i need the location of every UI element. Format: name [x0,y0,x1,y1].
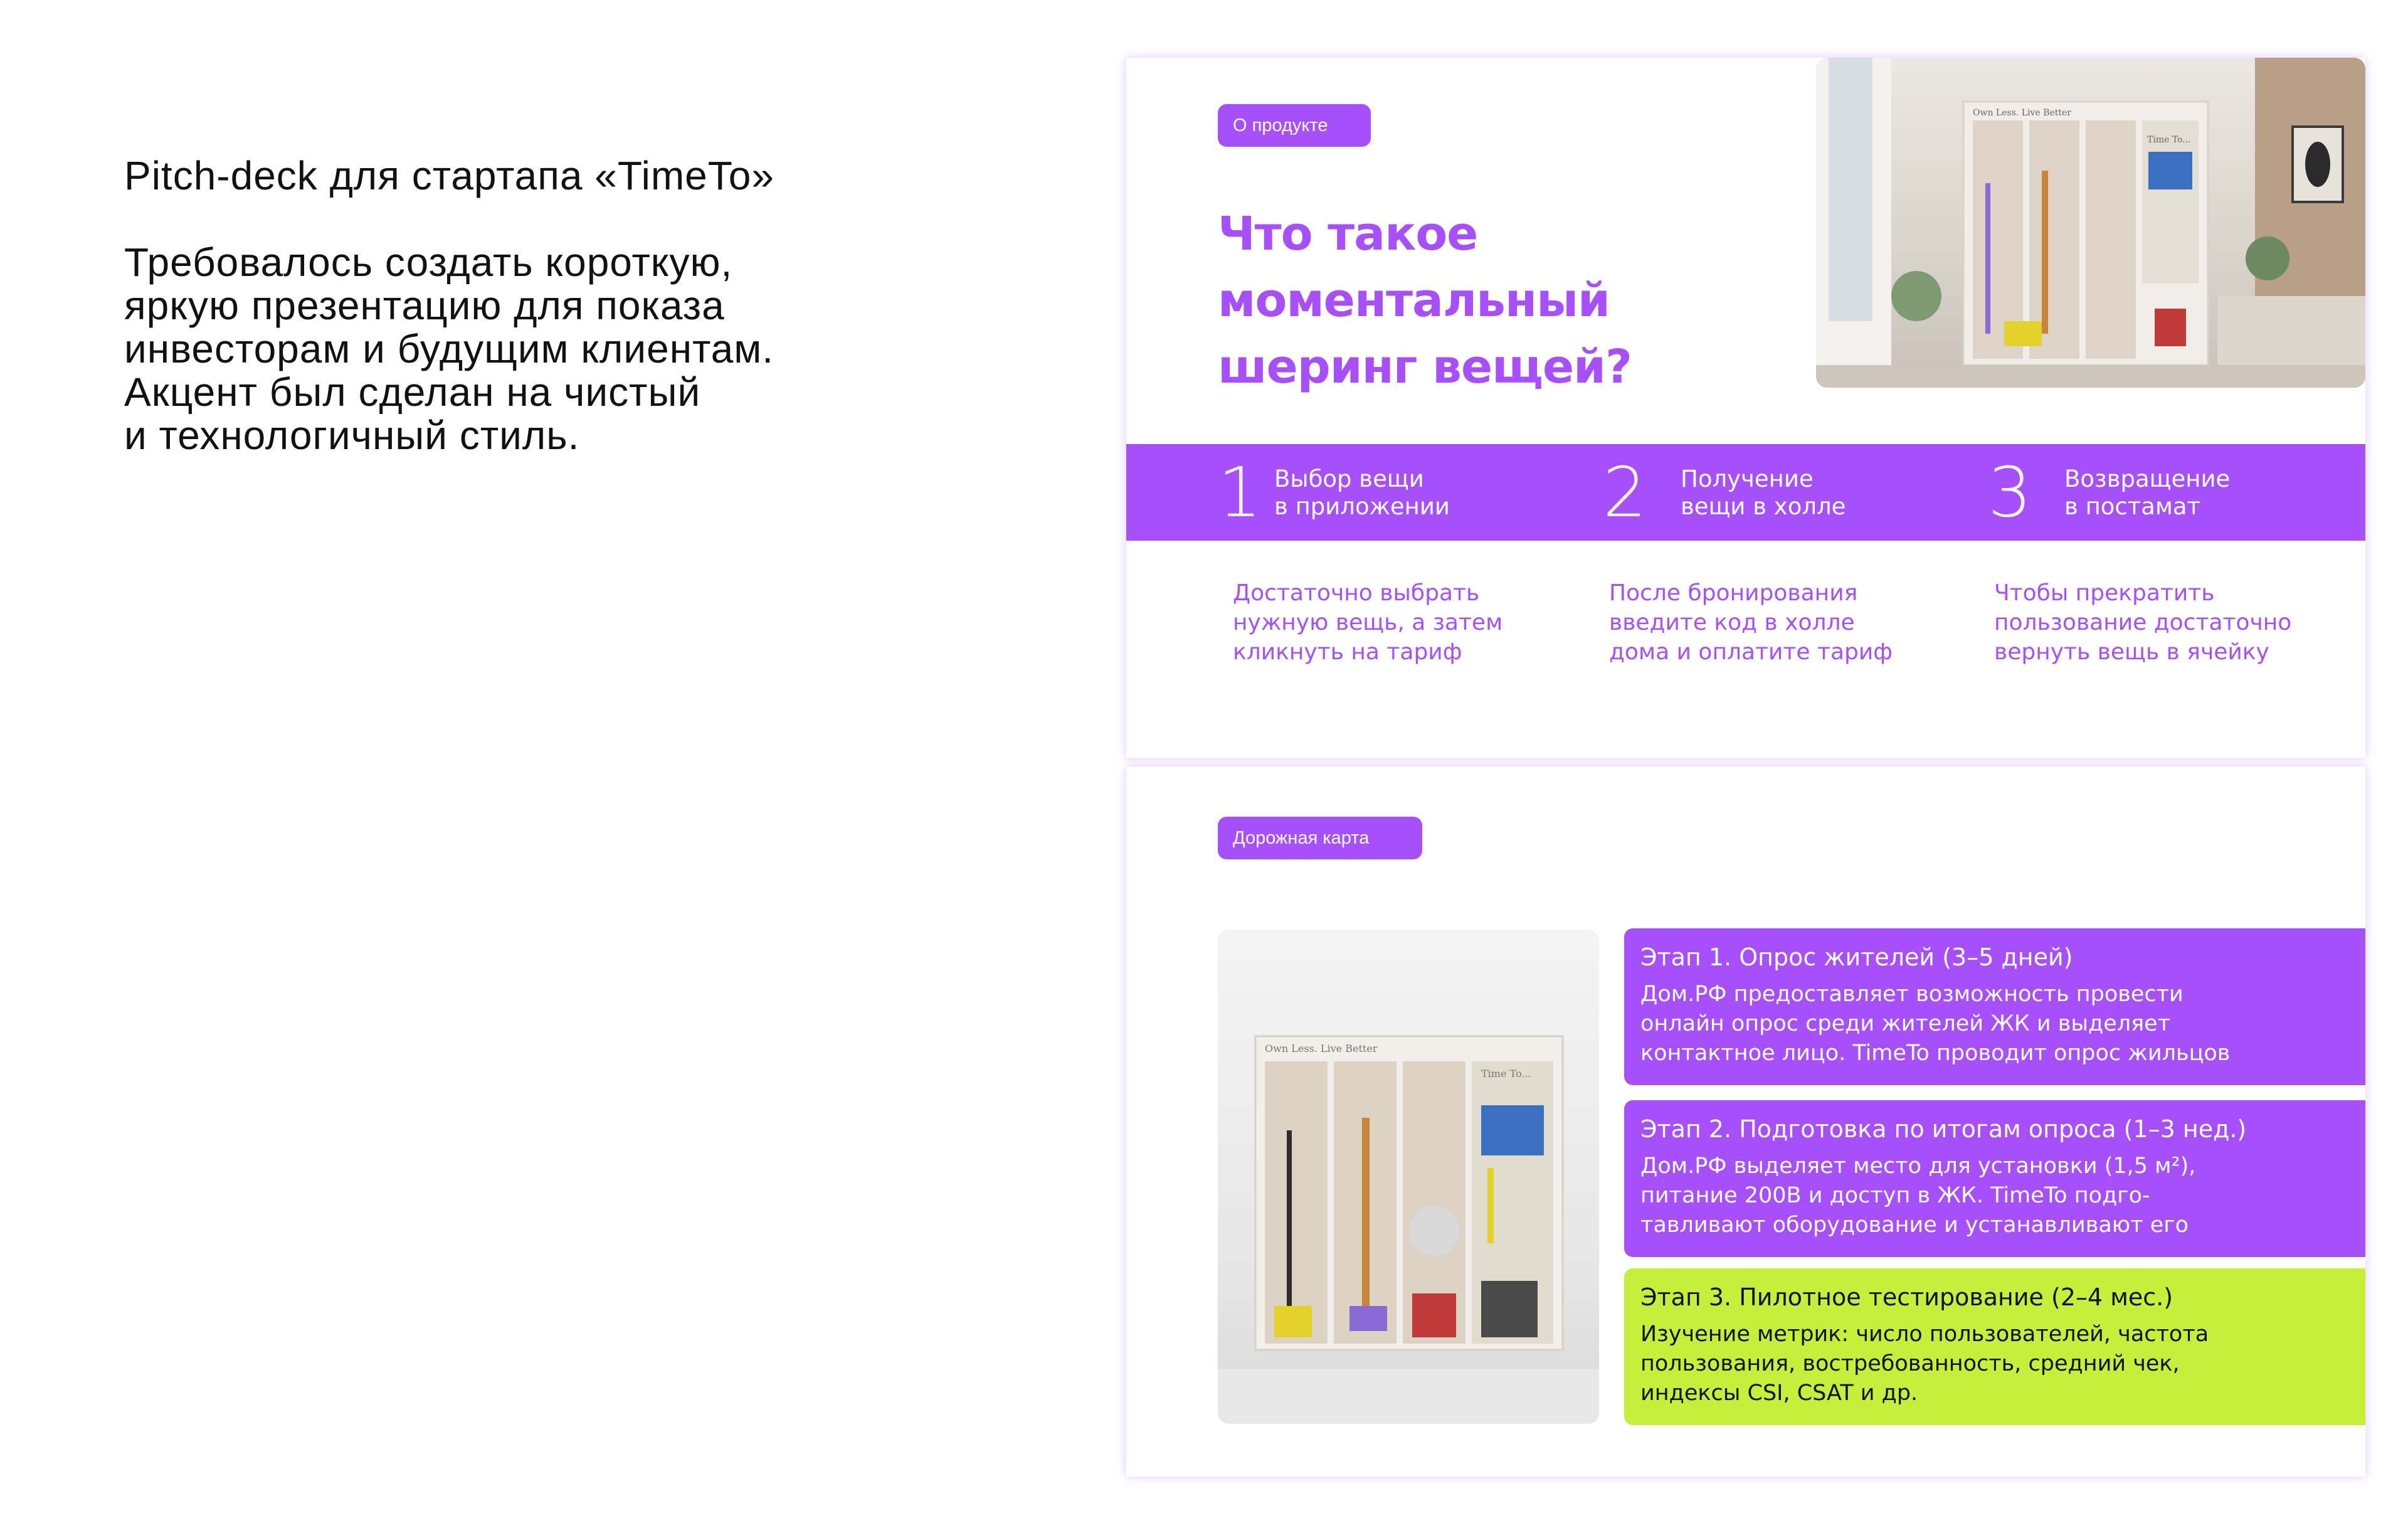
stage-text: Дом.РФ предоставляет возможность провести онлайн опрос среди жителей ЖК и выделяет контактное лицо. TimeTo проводит опрос жильцов [1640,982,2231,1066]
slide-roadmap [1126,767,2365,1477]
roadmap-stage-2 [1624,1100,2365,1257]
slide-headline: Что такое моментальный шеринг вещей? [1218,207,1632,394]
step-number: 2 [1603,452,1647,533]
step-label: Выбор вещи в приложении [1274,465,1450,520]
stage-text: Дом.РФ выделяет место для установки (1,5 м²), питание 200В и доступ в ЖК. TimeTo подго- тавливают оборудование и устанавливают его [1640,1154,2196,1238]
stage-title: Этап 3. Пилотное тестирование (2–4 мес.) [1640,1283,2173,1311]
intro-title: Pitch-deck для стартапа «TimeTo» [124,153,774,198]
interior-locker-photo [1816,58,2365,388]
tag-about-product: О продукте [1218,104,1371,147]
step-1-description: Достаточно выбрать нужную вещь, а затем кликнуть на тариф [1233,580,1503,665]
intro-body: Требовалось создать короткую, яркую презентацию для показа инвесторам и будущим клиентам. Акцент был сделан на чистый и технологичный стиль. [124,240,774,458]
step-number: 1 [1218,452,1262,533]
stage-title: Этап 2. Подготовка по итогам опроса (1–3 нед.) [1640,1115,2247,1143]
slide-about-product [1126,58,2365,758]
roadmap-stage-1 [1624,928,2365,1085]
step-3-description: Чтобы прекратить пользование достаточно вернуть вещь в ячейку [1994,580,2292,665]
steps-bar [1126,444,2365,541]
step-label: Возвращение в постамат [2064,465,2231,520]
tag-roadmap: Дорожная карта [1218,817,1422,859]
locker-product-photo [1218,930,1599,1424]
roadmap-stage-3 [1624,1268,2365,1425]
step-label: Получение вещи в холле [1681,465,1846,520]
stage-text: Изучение метрик: число пользователей, частота пользования, востребованность, средний чек, индексы CSI, CSAT и др. [1640,1322,2209,1406]
step-2-description: После бронирования введите код в холле дома и оплатите тариф [1609,580,1893,665]
locker-sign-text: Own Less. Live Better [1265,1043,1378,1054]
locker-sign-text-2: Time To... [1481,1068,1531,1080]
locker-sign-text-2: Time To... [2147,135,2191,145]
locker-sign-text: Own Less. Live Better [1973,108,2072,118]
intro-text [124,154,1002,457]
stage-title: Этап 1. Опрос жителей (3–5 дней) [1640,943,2073,971]
step-number: 3 [1988,452,2032,533]
